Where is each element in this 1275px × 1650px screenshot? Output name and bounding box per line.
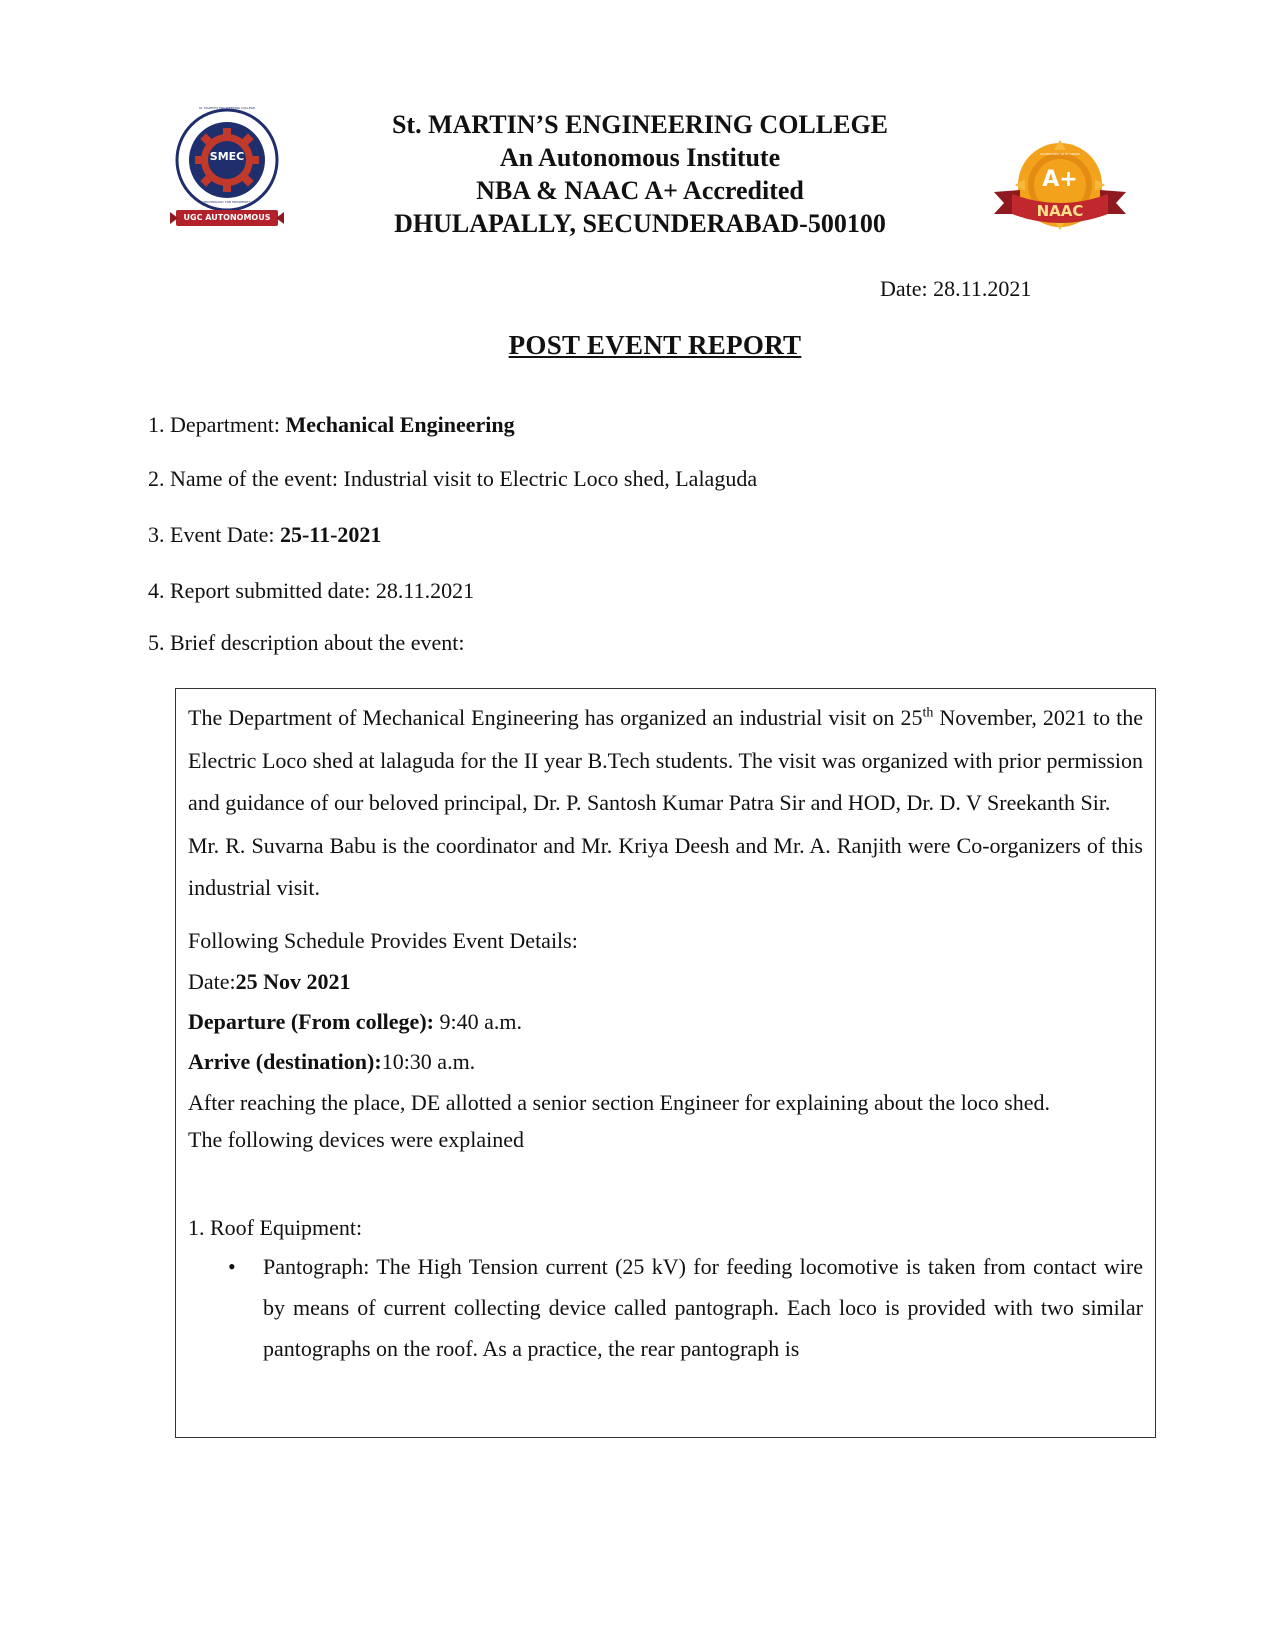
schedule-date: Date:25 Nov 2021 — [188, 969, 351, 994]
college-accreditation: NBA & NAAC A+ Accredited — [476, 176, 804, 205]
schedule-intro: Following Schedule Provides Event Details: — [188, 927, 578, 953]
after-reaching-text: After reaching the place, DE allotted a senior section Engineer for explaining about the loco shed. — [188, 1090, 1050, 1115]
item-department — [148, 412, 515, 438]
naac-grade: A+ — [1042, 167, 1078, 192]
item-report-submitted — [148, 578, 474, 604]
item-event-date — [148, 522, 381, 548]
item-label: 1. Department: — [148, 412, 286, 437]
college-name: St. MARTIN’S ENGINEERING COLLEGE — [391, 110, 889, 139]
schedule-arrival: Arrive (destination):10:30 a.m. — [188, 1049, 476, 1074]
seal-motto: TECHNOLOGY FOR PROSPERITY — [203, 200, 251, 204]
bullet-icon: • — [228, 1254, 236, 1279]
event-date-value: 25-11-2021 — [279, 522, 382, 547]
naac-badge — [990, 140, 1130, 240]
item-label: 2. Name of the event: Industrial visit to Electric Loco shed, Lalaguda — [148, 466, 758, 491]
item-brief-description — [148, 630, 464, 656]
college-header — [330, 108, 950, 240]
description-box — [175, 688, 1156, 1438]
section-roof-equipment: 1. Roof Equipment: — [188, 1215, 363, 1240]
college-status: An Autonomous Institute — [499, 143, 781, 172]
naac-ribbon-text: NAAC — [1036, 202, 1084, 220]
item-label: 5. Brief description about the event: — [148, 630, 465, 655]
devices-intro: The following devices were explained — [188, 1127, 524, 1152]
college-logo — [168, 108, 286, 236]
bullet-pantograph-text: Pantograph: The High Tension current (25 kV) for feeding locomotive is taken from contact wire by means of current collecting device called pantograph. Each loco is provided with two similar pantographs on the roof. As a practice, the rear pantograph is — [263, 1254, 1143, 1361]
description-paragraph-2: Mr. R. Suvarna Babu is the coordinator and Mr. Kriya Deesh and Mr. A. Ranjith were Co-organizers of this industrial visit. — [188, 832, 1143, 900]
item-label: 4. Report submitted date: 28.11.2021 — [148, 578, 475, 603]
seal-ribbon-text: UGC AUTONOMOUS — [183, 213, 271, 222]
report-date: Date: 28.11.2021 — [880, 276, 1032, 301]
item-label: 3. Event Date: — [148, 522, 280, 547]
description-paragraph-1: The Department of Mechanical Engineering has organized an industrial visit on 25th November, 2021 to the Electric Loco shed at lalaguda for the II year B.Tech students. The visit was organized with prior permission and guidance of our beloved principal, Dr. P. Santosh Kumar Patra Sir and HOD, Dr. D. V Sreekanth Sir. — [188, 705, 1143, 815]
report-title: POST EVENT REPORT — [508, 330, 802, 360]
college-address: DHULAPALLY, SECUNDERABAD-500100 — [394, 209, 886, 238]
seal-ring-text: St. MARTIN'S ENGINEERING COLLEGE — [199, 106, 255, 110]
department-value: Mechanical Engineering — [285, 412, 515, 437]
schedule-departure: Departure (From college): 9:40 a.m. — [188, 1009, 522, 1034]
item-event-name — [148, 466, 757, 492]
bullet-pantograph — [188, 1246, 1143, 1369]
naac-ring-text: ACCREDITED WITH GRADE — [1040, 152, 1080, 156]
seal-initials: SMEC — [209, 150, 245, 163]
